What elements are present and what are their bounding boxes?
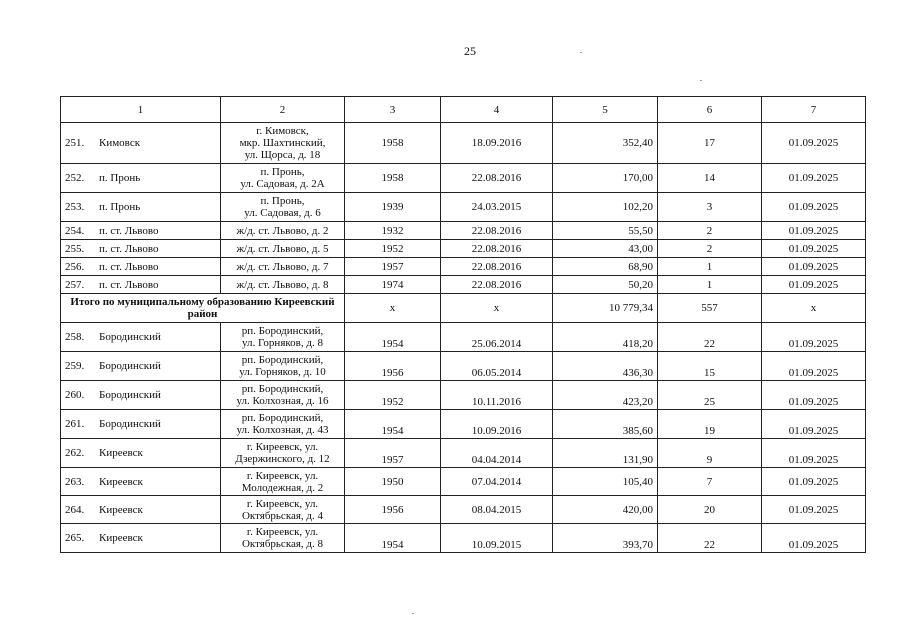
count-cell: 2 [658,240,762,258]
area-cell: 436,30 [553,352,658,381]
deadline-cell: 01.09.2025 [762,410,866,439]
address-line: Молодежная, д. 2 [241,481,324,494]
address-line: г. Киреевск, ул. [246,469,319,482]
row-index: 254. [65,224,85,237]
deadline-cell: 01.09.2025 [762,439,866,468]
deadline-cell: 01.09.2025 [762,258,866,276]
row-index: 253. [65,201,85,213]
address-line: г. Кимовск, [256,125,309,137]
column-header: 7 [762,97,866,123]
year-cell: 1957 [345,439,441,468]
column-header: 5 [553,97,658,123]
address-line: ул. Щорса, д. 18 [244,149,321,161]
table-row [61,323,866,352]
row-index: 251. [65,137,85,149]
deadline-cell: 01.09.2025 [762,276,866,294]
table-row [61,496,866,524]
settlement-name: п. ст. Львово [99,242,159,255]
table-row [61,276,866,294]
row-index: 255. [65,242,85,255]
address-cell [221,352,345,381]
settlement-cell [61,524,221,553]
area-cell: 423,20 [553,381,658,410]
year-cell: 1939 [345,193,441,222]
address-line: рп. Бородинский, [241,325,324,337]
housing-register-table [60,96,866,553]
address-cell [221,524,345,553]
total-year-cell: х [345,294,441,323]
total-area-cell: 10 779,34 [553,294,658,323]
address-line: Октябрьская, д. 8 [241,538,324,550]
row-index: 252. [65,172,85,184]
table-row [61,439,866,468]
deadline-cell: 01.09.2025 [762,323,866,352]
count-cell: 17 [658,123,762,164]
address-line: ул. Садовая, д. 6 [244,207,321,219]
deadline-cell: 01.09.2025 [762,193,866,222]
year-cell: 1958 [345,164,441,193]
address-cell [221,410,345,439]
total-date-cell: х [441,294,553,323]
date-cell: 25.06.2014 [441,323,553,352]
total-deadline-cell: х [762,294,866,323]
settlement-name: Бородинский [99,360,161,372]
count-cell: 20 [658,496,762,524]
date-cell: 22.08.2016 [441,258,553,276]
settlement-cell [61,323,221,352]
address-cell [221,381,345,410]
date-cell: 22.08.2016 [441,222,553,240]
date-cell: 22.08.2016 [441,240,553,258]
scan-speck [580,52,582,53]
settlement-cell [61,381,221,410]
area-cell: 385,60 [553,410,658,439]
count-cell: 1 [658,276,762,294]
date-cell: 04.04.2014 [441,439,553,468]
count-cell: 22 [658,323,762,352]
settlement-cell [61,410,221,439]
settlement-name: п. ст. Львово [99,224,159,237]
year-cell: 1954 [345,524,441,553]
settlement-cell [61,164,221,193]
count-cell: 19 [658,410,762,439]
column-header: 4 [441,97,553,123]
address-cell [221,439,345,468]
address-line: ж/д. ст. Львово, д. 5 [236,242,329,255]
deadline-cell: 01.09.2025 [762,496,866,524]
address-line: п. Пронь, [260,195,305,207]
address-cell [221,468,345,496]
row-index: 257. [65,278,85,291]
year-cell: 1932 [345,222,441,240]
settlement-cell [61,352,221,381]
area-cell: 393,70 [553,524,658,553]
count-cell: 25 [658,381,762,410]
address-line: ул. Колхозная, д. 43 [236,424,329,436]
row-index: 259. [65,360,85,372]
area-cell: 352,40 [553,123,658,164]
address-cell [221,323,345,352]
count-cell: 14 [658,164,762,193]
year-cell: 1957 [345,258,441,276]
area-cell: 418,20 [553,323,658,352]
area-cell: 170,00 [553,164,658,193]
address-line: ул. Садовая, д. 2А [240,178,325,190]
settlement-name: п. Пронь [99,201,141,213]
settlement-cell [61,193,221,222]
table-row [61,193,866,222]
deadline-cell: 01.09.2025 [762,381,866,410]
address-line: г. Киреевск, ул. [246,441,319,453]
address-cell [221,276,345,294]
column-header: 2 [221,97,345,123]
settlement-cell [61,240,221,258]
year-cell: 1952 [345,381,441,410]
date-cell: 07.04.2014 [441,468,553,496]
address-line: рп. Бородинский, [241,354,324,366]
settlement-name: п. ст. Львово [99,260,159,273]
settlement-name: Кимовск [99,137,141,149]
deadline-cell: 01.09.2025 [762,123,866,164]
area-cell: 50,20 [553,276,658,294]
year-cell: 1954 [345,323,441,352]
table-row [61,381,866,410]
address-line: Октябрьская, д. 4 [241,509,324,522]
row-index: 264. [65,503,85,516]
area-cell: 102,20 [553,193,658,222]
settlement-name: Бородинский [99,418,161,430]
row-index: 262. [65,447,85,459]
address-cell [221,496,345,524]
address-line: ж/д. ст. Львово, д. 2 [236,224,329,237]
date-cell: 24.03.2015 [441,193,553,222]
area-cell: 105,40 [553,468,658,496]
date-cell: 10.09.2015 [441,524,553,553]
table-row [61,352,866,381]
address-line: ул. Горняков, д. 10 [239,366,326,378]
table-row [61,524,866,553]
address-line: ж/д. ст. Львово, д. 7 [236,260,329,273]
table-row [61,468,866,496]
address-line: г. Киреевск, ул. [246,497,319,510]
row-index: 265. [65,532,85,544]
count-cell: 15 [658,352,762,381]
settlement-cell [61,468,221,496]
address-line: ул. Колхозная, д. 16 [236,395,329,407]
address-line: ж/д. ст. Львово, д. 8 [236,278,329,291]
settlement-cell [61,123,221,164]
column-header: 6 [658,97,762,123]
row-index: 261. [65,418,85,430]
year-cell: 1956 [345,496,441,524]
total-label: Итого по муниципальному образованию Киреевский район [61,294,345,323]
table-row [61,222,866,240]
deadline-cell: 01.09.2025 [762,222,866,240]
area-cell: 43,00 [553,240,658,258]
deadline-cell: 01.09.2025 [762,468,866,496]
year-cell: 1952 [345,240,441,258]
settlement-name: п. Пронь [99,172,141,184]
settlement-name: Бородинский [99,331,161,343]
address-line: мкр. Шахтинский, [239,137,326,149]
area-cell: 420,00 [553,496,658,524]
year-cell: 1956 [345,352,441,381]
row-index: 256. [65,260,85,273]
address-line: рп. Бородинский, [241,412,324,424]
settlement-name: Киреевск [99,532,143,544]
deadline-cell: 01.09.2025 [762,524,866,553]
address-line: Дзержинского, д. 12 [235,453,330,465]
total-row [61,294,866,323]
settlement-cell [61,496,221,524]
count-cell: 3 [658,193,762,222]
date-cell: 10.11.2016 [441,381,553,410]
settlement-name: п. ст. Львово [99,278,159,291]
deadline-cell: 01.09.2025 [762,240,866,258]
date-cell: 22.08.2016 [441,164,553,193]
address-cell [221,240,345,258]
settlement-cell [61,222,221,240]
year-cell: 1954 [345,410,441,439]
settlement-name: Киреевск [99,447,143,459]
scan-speck [700,80,702,81]
row-index: 263. [65,475,85,488]
count-cell: 7 [658,468,762,496]
date-cell: 06.05.2014 [441,352,553,381]
total-count-cell: 557 [658,294,762,323]
table-row [61,240,866,258]
deadline-cell: 01.09.2025 [762,352,866,381]
settlement-name: Киреевск [99,475,143,488]
address-line: рп. Бородинский, [241,383,324,395]
settlement-cell [61,258,221,276]
column-number-row [61,97,866,123]
date-cell: 08.04.2015 [441,496,553,524]
settlement-cell [61,276,221,294]
year-cell: 1958 [345,123,441,164]
address-cell [221,222,345,240]
address-cell [221,164,345,193]
table-row [61,410,866,439]
count-cell: 2 [658,222,762,240]
scan-speck [412,613,414,614]
address-line: ул. Горняков, д. 8 [242,337,323,349]
table-row [61,164,866,193]
area-cell: 131,90 [553,439,658,468]
settlement-cell [61,439,221,468]
address-cell [221,193,345,222]
address-line: г. Киреевск, ул. [246,526,319,538]
date-cell: 18.09.2016 [441,123,553,164]
settlement-name: Бородинский [99,389,161,401]
count-cell: 1 [658,258,762,276]
date-cell: 10.09.2016 [441,410,553,439]
date-cell: 22.08.2016 [441,276,553,294]
column-header: 3 [345,97,441,123]
page-number: 25 [464,44,476,58]
count-cell: 22 [658,524,762,553]
row-index: 258. [65,331,85,343]
area-cell: 68,90 [553,258,658,276]
year-cell: 1950 [345,468,441,496]
settlement-name: Киреевск [99,503,143,516]
area-cell: 55,50 [553,222,658,240]
table-row [61,258,866,276]
table-row [61,123,866,164]
deadline-cell: 01.09.2025 [762,164,866,193]
address-line: п. Пронь, [260,166,305,178]
year-cell: 1974 [345,276,441,294]
address-cell [221,123,345,164]
row-index: 260. [65,389,85,401]
count-cell: 9 [658,439,762,468]
address-cell [221,258,345,276]
column-header: 1 [61,97,221,123]
